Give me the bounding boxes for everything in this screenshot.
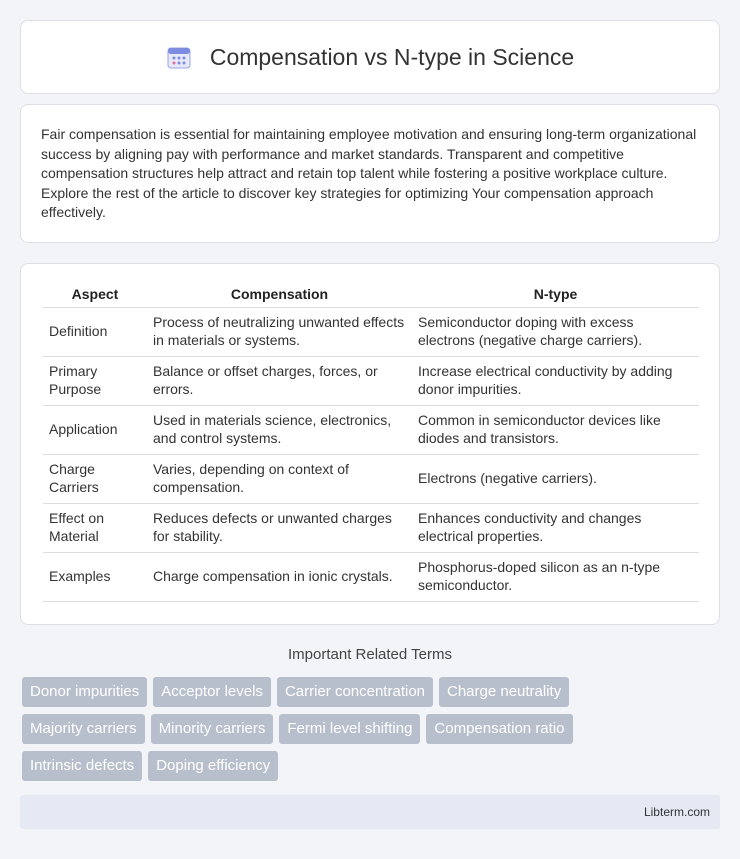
table-row — [43, 405, 699, 454]
footer-site-link[interactable]: Libterm.com — [643, 805, 710, 819]
table-cell: Reduces defects or unwanted charges for stability. — [147, 503, 412, 552]
related-term-tag[interactable]: Donor impurities — [22, 677, 147, 707]
table-row — [43, 503, 699, 552]
related-term-tag[interactable]: Compensation ratio — [426, 714, 572, 744]
related-term-tag[interactable]: Doping efficiency — [148, 751, 278, 781]
related-terms-list — [22, 677, 722, 788]
table-cell: Definition — [43, 307, 147, 356]
intro-card — [20, 104, 720, 243]
table-cell: Electrons (negative carriers). — [412, 454, 699, 503]
intro-text: Fair compensation is essential for maintaining employee motivation and ensuring long-term organizational success by aligning pay with performance and market standards. Transparent and competitive compensation structures help attract and retain top talent while fostering a positive workplace culture. Explore the rest of the article to discover key strategies for optimizing Your compensation approach effectively. — [41, 126, 697, 221]
related-term-tag[interactable]: Minority carriers — [151, 714, 274, 744]
table-cell: Process of neutralizing unwanted effects in materials or systems. — [147, 307, 412, 356]
table-cell: Charge compensation in ionic crystals. — [147, 552, 412, 601]
table-cell: Semiconductor doping with excess electrons (negative charge carriers). — [412, 307, 699, 356]
comparison-table — [43, 284, 699, 602]
footer — [20, 795, 720, 829]
column-header-ntype: N-type — [412, 284, 699, 307]
table-cell: Phosphorus-doped silicon as an n-type semiconductor. — [412, 552, 699, 601]
column-header-aspect: Aspect — [43, 284, 147, 307]
related-term-tag[interactable]: Charge neutrality — [439, 677, 569, 707]
related-term-tag[interactable]: Acceptor levels — [153, 677, 271, 707]
table-cell: Enhances conductivity and changes electrical properties. — [412, 503, 699, 552]
related-term-tag[interactable]: Carrier concentration — [277, 677, 433, 707]
header-card — [20, 20, 720, 94]
table-cell: Varies, depending on context of compensation. — [147, 454, 412, 503]
table-cell: Used in materials science, electronics, and control systems. — [147, 405, 412, 454]
table-cell: Common in semiconductor devices like diodes and transistors. — [412, 405, 699, 454]
table-cell: Examples — [43, 552, 147, 601]
table-row — [43, 307, 699, 356]
comparison-table-card — [20, 263, 720, 625]
calendar-icon — [166, 44, 192, 70]
table-row — [43, 552, 699, 601]
related-term-tag[interactable]: Majority carriers — [22, 714, 145, 744]
table-row — [43, 454, 699, 503]
table-cell: Effect on Material — [43, 503, 147, 552]
table-row — [43, 356, 699, 405]
table-cell: Primary Purpose — [43, 356, 147, 405]
related-term-tag[interactable]: Intrinsic defects — [22, 751, 142, 781]
related-term-tag[interactable]: Fermi level shifting — [279, 714, 420, 744]
table-header-row — [43, 284, 699, 307]
table-cell: Increase electrical conductivity by adding donor impurities. — [412, 356, 699, 405]
related-terms-title: Important Related Terms — [288, 646, 452, 663]
table-cell: Charge Carriers — [43, 454, 147, 503]
column-header-compensation: Compensation — [147, 284, 412, 307]
page-title: Compensation vs N-type in Science — [209, 43, 575, 70]
table-cell: Application — [43, 405, 147, 454]
table-cell: Balance or offset charges, forces, or errors. — [147, 356, 412, 405]
